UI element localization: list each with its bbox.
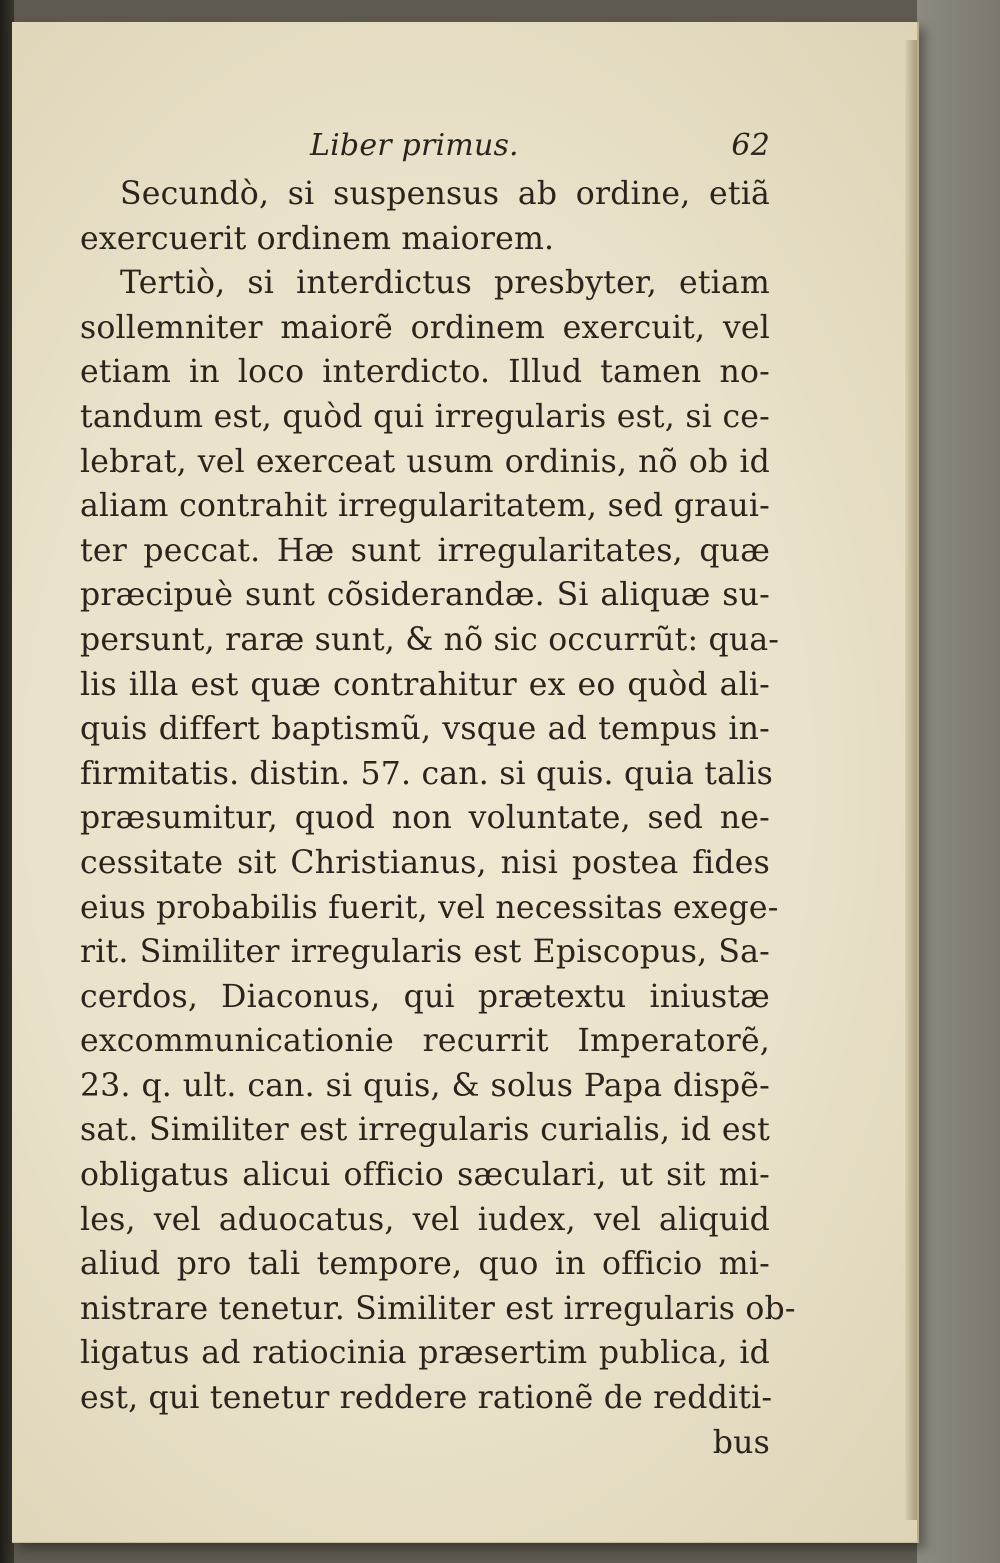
text-line: obligatus alicui officio sæculari, ut sit mi- [80, 1157, 770, 1194]
text-line: Tertiò, si interdictus presbyter, etiam [120, 265, 770, 302]
text-line: sollemniter maiorẽ ordinem exercuit, vel [80, 309, 770, 346]
text-line: cessitate sit Christianus, nisi postea fides [80, 844, 770, 881]
text-line: lis illa est quæ contrahitur ex eo quòd ali- [80, 666, 770, 703]
text-line: exercuerit ordinem maiorem. [80, 220, 555, 257]
running-head: Liber primus. [310, 128, 519, 163]
text-line: etiam in loco interdicto. Illud tamen no- [80, 354, 770, 391]
text-line: sat. Similiter est irregularis curialis, id est [80, 1112, 770, 1149]
text-line: les, vel aduocatus, vel iudex, vel aliquid [80, 1201, 770, 1238]
text-line: rit. Similiter irregularis est Episcopus, Sa- [80, 934, 770, 971]
text-line: præcipuè sunt cõsiderandæ. Si aliquæ su- [80, 577, 770, 614]
text-line: tandum est, quòd qui irregularis est, si ce- [80, 398, 770, 435]
page-number: 62 [731, 128, 770, 163]
text-line: Secundò, si suspensus ab ordine, etiã [120, 176, 770, 212]
text-line: eius probabilis fuerit, vel necessitas exege- [80, 889, 779, 926]
page-header [80, 128, 770, 172]
page-text [80, 128, 796, 1465]
page-edge-shadow [905, 40, 917, 1520]
text-line: persunt, raræ sunt, & nõ sic occurrũt: qua- [80, 621, 780, 658]
scan-background [917, 0, 1000, 1563]
text-line: quis differt baptismũ, vsque ad tempus in- [80, 711, 770, 748]
text-line: aliud pro tali tempore, quo in officio mi- [80, 1246, 770, 1283]
text-line: cerdos, Diaconus, qui prætextu iniustæ [80, 978, 770, 1015]
text-line: ligatus ad ratiocinia præsertim publica, id [80, 1335, 770, 1372]
text-line: aliam contrahit irregularitatem, sed graui- [80, 488, 770, 525]
catchword: bus [712, 1424, 770, 1461]
text-line: excommunicationie recurrit Imperatorẽ, [80, 1023, 770, 1060]
text-line: ter peccat. Hæ sunt irregularitates, quæ [80, 532, 770, 569]
text-line: firmitatis. distin. 57. can. si quis. quia talis [80, 755, 774, 792]
text-line: nistrare tenetur. Similiter est irregularis ob- [80, 1290, 796, 1327]
text-line: præsumitur, quod non voluntate, sed ne- [80, 800, 770, 837]
text-line: 23. q. ult. can. si quis, & solus Papa dispẽ- [80, 1067, 770, 1104]
text-line: lebrat, vel exerceat usum ordinis, nõ ob id [80, 443, 770, 480]
text-line: est, qui tenetur reddere rationẽ de redditi- [80, 1380, 773, 1417]
